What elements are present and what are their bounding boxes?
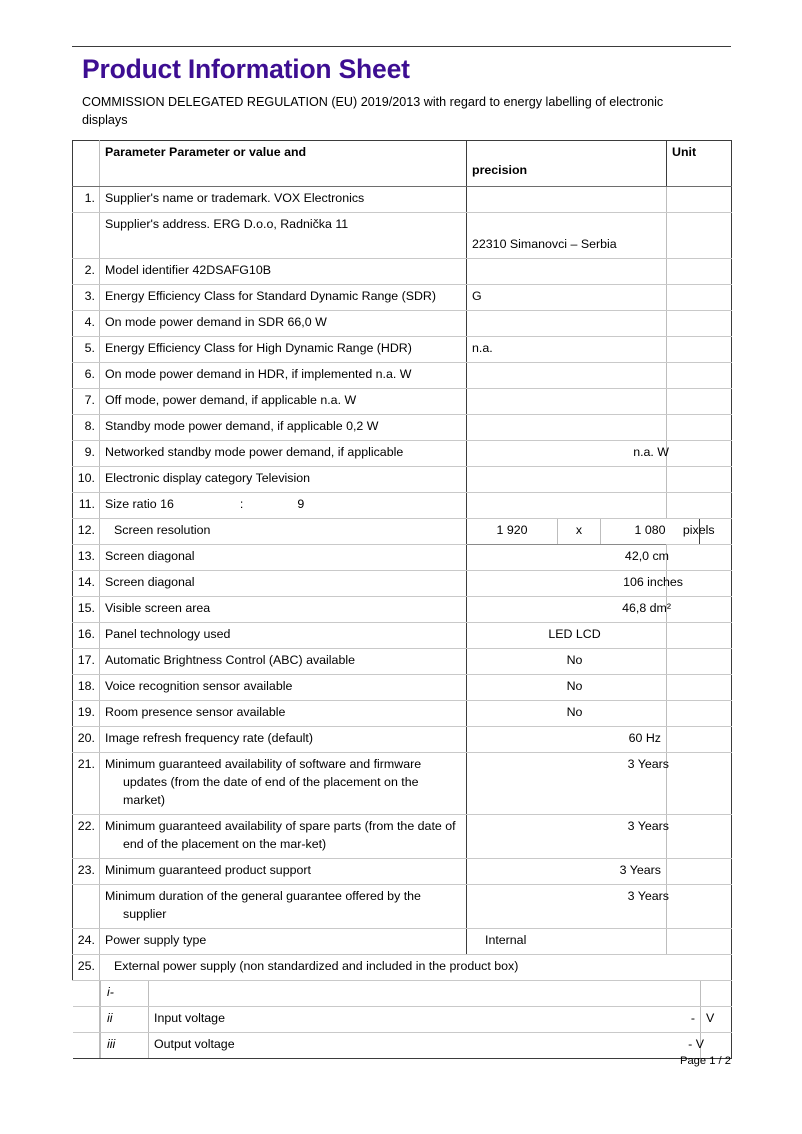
size-ratio-colon: :	[239, 497, 244, 512]
row-unit	[667, 213, 732, 259]
row-description: Supplier's name or trademark. VOX Electronics	[100, 187, 467, 213]
table-row	[73, 815, 732, 859]
row-number: 4.	[73, 311, 100, 337]
row-value: 60 Hz	[467, 727, 667, 753]
row-number: 24.	[73, 928, 100, 954]
resolution-group	[467, 519, 667, 545]
row-number: 10.	[73, 467, 100, 493]
row-value	[467, 415, 667, 441]
row-unit	[667, 441, 732, 467]
row-description-text: Energy Efficiency Class for High Dynamic Range (HDR)	[105, 341, 412, 356]
row-number: 18.	[73, 675, 100, 701]
row-unit	[667, 623, 732, 649]
table-row	[73, 859, 732, 885]
row-unit: pixels	[667, 519, 732, 545]
table-row	[73, 649, 732, 675]
row-value	[467, 187, 667, 213]
header-precision-cell	[467, 141, 667, 187]
table-header-row	[73, 141, 732, 187]
row-description	[100, 285, 467, 311]
table-row	[73, 467, 732, 493]
psu-unit	[701, 981, 777, 1006]
header-parameter: Parameter Parameter or value and	[100, 141, 467, 187]
row-unit	[667, 493, 732, 519]
row-value	[467, 389, 667, 415]
row-value: No	[475, 675, 675, 701]
row-value	[467, 363, 667, 389]
row-description	[100, 493, 467, 519]
product-information-table	[72, 140, 732, 1058]
psu-row	[73, 980, 732, 1006]
table-row	[73, 311, 732, 337]
row-description: Visible screen area	[100, 597, 467, 623]
row-number	[73, 213, 100, 259]
row-number: 14.	[73, 571, 100, 597]
row-value: No	[475, 701, 675, 727]
psu-row-number	[73, 1006, 100, 1032]
table-row	[73, 675, 732, 701]
psu-value: -	[490, 1007, 701, 1032]
row-unit	[667, 545, 732, 571]
page-content	[72, 46, 731, 1059]
row-unit	[667, 701, 732, 727]
psu-desc: Input voltage	[154, 1010, 225, 1025]
row-description	[100, 441, 467, 467]
row-number: 9.	[73, 441, 100, 467]
row-value: 3 Years	[467, 859, 667, 885]
psu-row-number	[73, 980, 100, 1006]
table-row	[73, 213, 732, 259]
header-unit: Unit	[667, 141, 732, 187]
table-row	[73, 363, 732, 389]
row-description: On mode power demand in SDR 66,0 W	[100, 311, 467, 337]
psu-value: - V	[499, 1033, 710, 1058]
row-description-text: Minimum guaranteed availability of software and firmware updates (from the date of end of the placement on the market)	[105, 757, 422, 808]
row-number: 3.	[73, 285, 100, 311]
row-description	[100, 885, 467, 929]
psu-roman: ii	[101, 1007, 149, 1032]
table-row	[73, 701, 732, 727]
row-description: Screen diagonal	[100, 545, 467, 571]
row-description: Screen resolution	[100, 519, 467, 545]
psu-desc	[149, 981, 491, 1006]
row-number: 25.	[73, 954, 100, 980]
row-unit	[667, 187, 732, 213]
table-row-external-power-supply	[73, 954, 732, 980]
row-number: 7.	[73, 389, 100, 415]
row-description: Electronic display category Television	[100, 467, 467, 493]
row-number: 21.	[73, 753, 100, 815]
row-description: Image refresh frequency rate (default)	[100, 727, 467, 753]
row-unit	[667, 815, 732, 859]
row-number: 13.	[73, 545, 100, 571]
row-number: 22.	[73, 815, 100, 859]
table-row	[73, 187, 732, 213]
row-value: 46,8 dm²	[477, 597, 677, 623]
table-row-screen-resolution	[73, 519, 732, 545]
row-value: LED LCD	[475, 623, 675, 649]
table-row	[73, 753, 732, 815]
row-unit	[667, 885, 732, 929]
resolution-width: 1 920	[467, 519, 558, 544]
regulation-subtitle: COMMISSION DELEGATED REGULATION (EU) 2019/2013 with regard to energy labelling of electronic displays	[82, 94, 664, 127]
psu-row	[73, 1006, 732, 1032]
row-description: Supplier's address. ERG D.o.o, Radnička 11	[100, 213, 467, 259]
row-description	[100, 337, 467, 363]
row-unit	[667, 415, 732, 441]
header-precision: precision	[472, 163, 528, 178]
row-description: Minimum guaranteed product support	[100, 859, 467, 885]
row-unit	[667, 389, 732, 415]
row-value: n.a.	[467, 337, 667, 363]
row-unit	[667, 649, 732, 675]
row-unit	[667, 337, 732, 363]
row-description-text: Networked standby mode power demand, if applicable	[105, 445, 404, 460]
row-number: 8.	[73, 415, 100, 441]
row-value-text: 22310 Simanovci – Serbia	[472, 237, 617, 252]
row-unit	[667, 675, 732, 701]
row-value: 3 Years	[475, 815, 675, 859]
row-unit	[667, 467, 732, 493]
table-row	[73, 415, 732, 441]
psu-roman: i-	[101, 981, 149, 1006]
row-number: 20.	[73, 727, 100, 753]
title-block	[72, 47, 731, 140]
table-row	[73, 389, 732, 415]
table-row-power-supply-type	[73, 928, 732, 954]
row-description: Room presence sensor available	[100, 701, 467, 727]
row-value: G	[467, 285, 667, 311]
row-description: Voice recognition sensor available	[100, 675, 467, 701]
row-value: 3 Years	[475, 885, 675, 929]
row-description: Model identifier 42DSAFG10B	[100, 259, 467, 285]
row-description-text: Minimum duration of the general guarantee offered by the supplier	[105, 889, 421, 921]
table-row	[73, 623, 732, 649]
row-unit	[667, 859, 732, 885]
row-value: No	[475, 649, 675, 675]
row-description-text: Energy Efficiency Class for Standard Dynamic Range (SDR)	[105, 289, 437, 304]
row-number: 2.	[73, 259, 100, 285]
row-number	[73, 885, 100, 929]
row-unit	[667, 727, 732, 753]
row-unit	[667, 928, 732, 954]
row-number: 11.	[73, 493, 100, 519]
row-value: 106 inches	[489, 571, 689, 597]
row-description: External power supply (non standardized and included in the product box)	[100, 954, 732, 980]
psu-value	[490, 981, 701, 1006]
row-number: 23.	[73, 859, 100, 885]
row-value: 42,0 cm	[475, 545, 675, 571]
psu-row-cells	[100, 1006, 732, 1032]
psu-unit: V	[706, 1010, 715, 1025]
row-value: n.a. W	[475, 441, 675, 467]
table-row	[73, 727, 732, 753]
row-number: 12.	[73, 519, 100, 545]
row-number: 6.	[73, 363, 100, 389]
row-description-text: Minimum guaranteed availability of spare parts (from the date of end of the placement on the mar-ket)	[105, 819, 456, 852]
row-value	[467, 311, 667, 337]
row-description-text: Power supply type	[105, 932, 207, 947]
row-value	[467, 213, 667, 259]
row-number: 16.	[73, 623, 100, 649]
row-number: 5.	[73, 337, 100, 363]
row-description: On mode power demand in HDR, if implemented n.a. W	[100, 363, 467, 389]
psu-roman: iii	[101, 1033, 149, 1058]
size-ratio-label: Size ratio 16	[105, 497, 174, 512]
table-row	[73, 337, 732, 363]
row-value	[467, 259, 667, 285]
resolution-height: 1 080	[601, 519, 700, 544]
row-unit	[667, 311, 732, 337]
row-description	[100, 815, 467, 859]
table-row	[73, 571, 732, 597]
row-description	[100, 928, 527, 954]
psu-row-cells	[100, 980, 732, 1006]
row-unit	[667, 259, 732, 285]
row-description: Off mode, power demand, if applicable n.a. W	[100, 389, 467, 415]
row-description: Panel technology used	[100, 623, 467, 649]
row-number: 1.	[73, 187, 100, 213]
size-ratio-second: 9	[297, 497, 305, 512]
table-row-size-ratio	[73, 493, 732, 519]
row-description: Standby mode power demand, if applicable 0,2 W	[100, 415, 467, 441]
row-unit	[667, 753, 732, 815]
resolution-times-symbol: x	[558, 519, 601, 544]
row-value	[467, 493, 667, 519]
table-row	[73, 285, 732, 311]
row-number: 15.	[73, 597, 100, 623]
row-unit	[667, 363, 732, 389]
row-number: 19.	[73, 701, 100, 727]
table-row	[73, 597, 732, 623]
power-supply-type-value: Internal	[485, 932, 527, 947]
row-value	[467, 467, 667, 493]
table-row	[73, 885, 732, 929]
row-value: 3 Years	[475, 753, 675, 815]
header-number-cell	[73, 141, 100, 187]
row-number: 17.	[73, 649, 100, 675]
row-description: Automatic Brightness Control (ABC) available	[100, 649, 467, 675]
page-footer: Page 1 / 2	[679, 1055, 731, 1067]
row-description	[100, 753, 467, 815]
page-title: Product Information Sheet	[82, 54, 410, 84]
table-row	[73, 259, 732, 285]
row-description: Screen diagonal	[100, 571, 467, 597]
table-row	[73, 441, 732, 467]
table-row	[73, 545, 732, 571]
row-unit	[667, 285, 732, 311]
psu-desc: Output voltage	[154, 1036, 235, 1051]
